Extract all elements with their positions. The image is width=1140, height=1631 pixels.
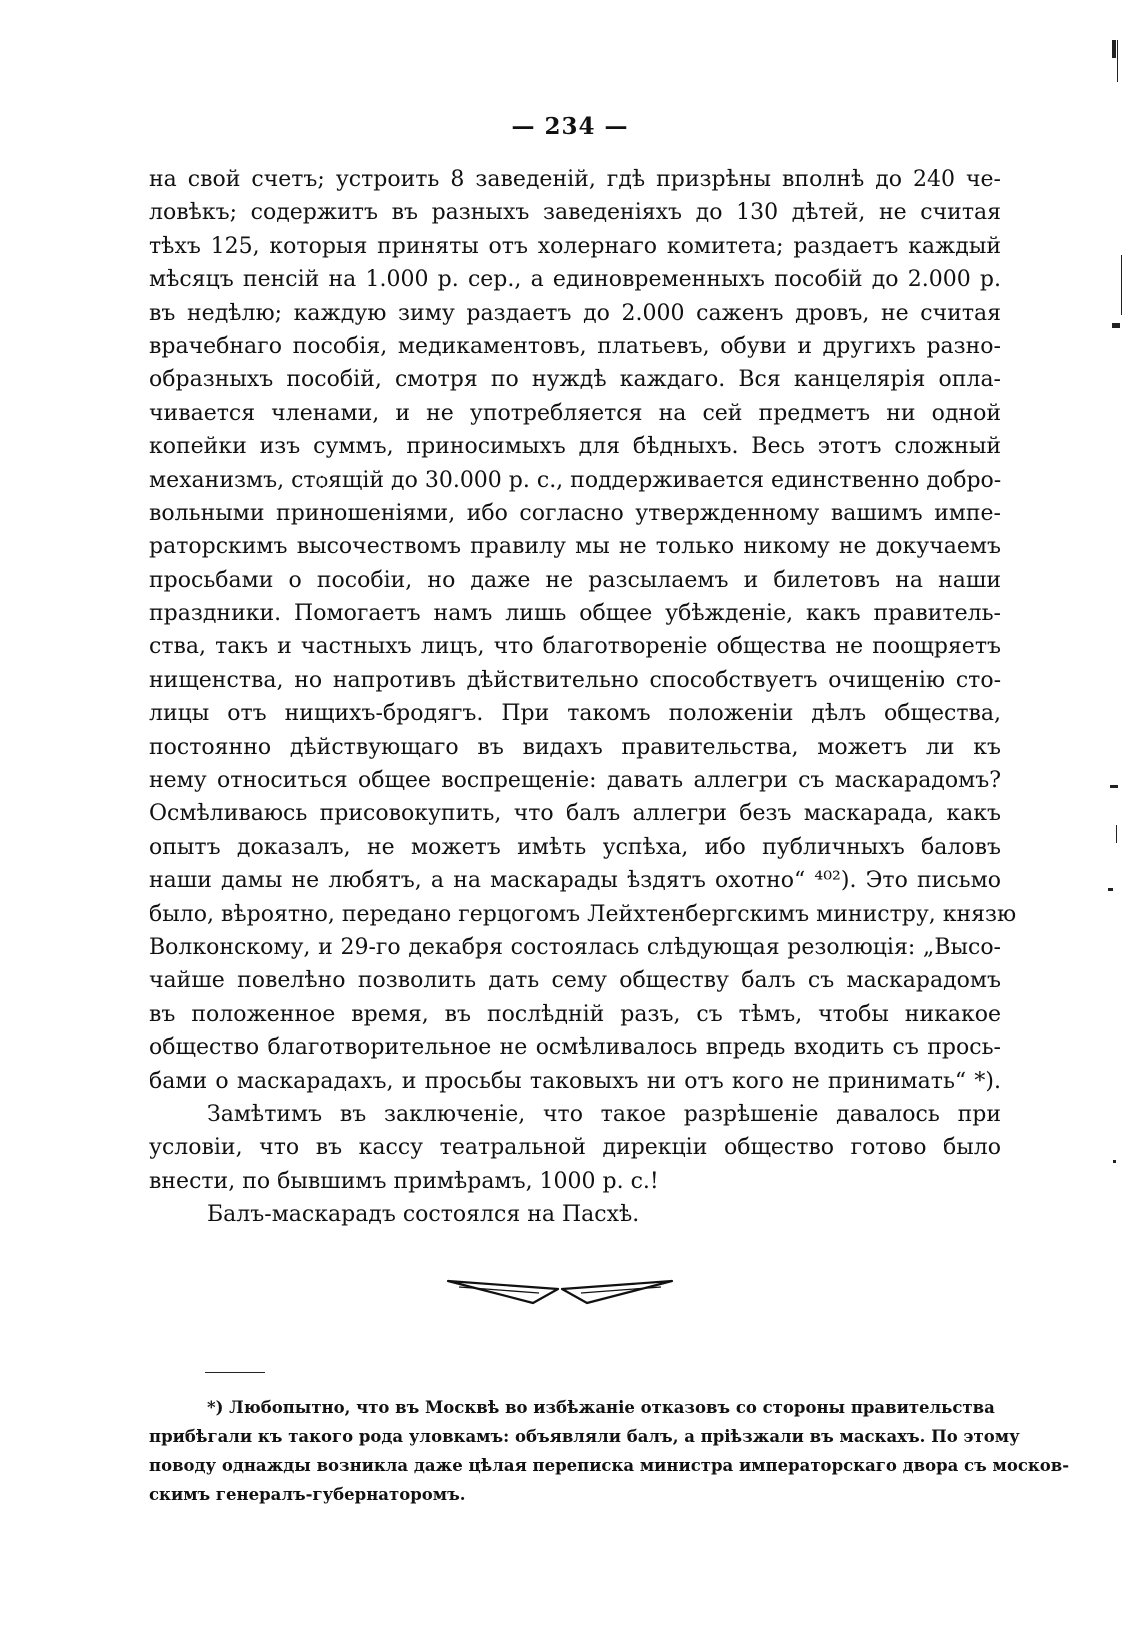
scan-mark [1112, 323, 1120, 328]
scan-mark [1116, 825, 1117, 843]
text-line: Волконскому, и 29-го декабря состоялась слѣдующая резолюція: „Высо- [149, 934, 1001, 960]
text-line: механизмъ, стѻящій до 30.000 р. с., поддерживается единственно добро- [149, 467, 1002, 493]
text-line: нему относиться общее воспрещеніе: давать аллегри съ маскарадомъ? [149, 768, 1001, 794]
paragraph-single-line: Балъ-маскарадъ состоялся на Пасхѣ. [207, 1202, 640, 1228]
text-line: бами о маскарадахъ, и просьбы таковыхъ ни отъ кого не принимать“ *). [149, 1068, 1001, 1094]
scan-mark [1121, 255, 1122, 315]
scan-mark [1110, 785, 1118, 788]
footnote-line: прибѣгали къ такого рода уловкамъ: объявляли балъ, а пріѣзжали въ маскахъ. По этому [149, 1427, 1020, 1446]
text-line: просьбами о пособіи, но даже не разсылаемъ и билетовъ на наши [149, 567, 1001, 593]
text-line: лицы отъ нищихъ-бродягъ. При такомъ положеніи дѣлъ общества, [149, 701, 1001, 727]
text-line: ства, такъ и частныхъ лицъ, что благотвореніе общества не поощряетъ [149, 634, 1001, 660]
text-line: чивается членами, и не употребляется на сей предметъ ни одной [149, 400, 1001, 426]
text-line: мѣсяцъ пенсій на 1.000 р. сер., а единовременныхъ пособій до 2.000 р. [149, 267, 1001, 293]
text-line: общество благотворительное не осмѣливалось впредь входить съ прось- [149, 1035, 1001, 1061]
text-line: наши дамы не любятъ, а на маскарады ѣздятъ охотно“ ⁴⁰²). Это письмо [149, 868, 1001, 894]
text-line: опытъ доказалъ, не можетъ имѣть успѣха, ибо публичныхъ баловъ [149, 834, 1001, 860]
scan-mark [1117, 40, 1118, 82]
text-line: нищенства, но напротивъ дѣйствительно способствуетъ очищенію сто- [149, 667, 1001, 693]
text-line: Осмѣливаюсь присовокупить, что балъ аллегри безъ маскарада, какъ [149, 801, 1001, 827]
text-line: постоянно дѣйствующаго въ видахъ правительства, можетъ ли къ [149, 734, 1001, 760]
scan-mark [1108, 888, 1113, 891]
text-line: на свой счетъ; устроить 8 заведеній, гдѣ призрѣны вполнѣ до 240 че- [149, 167, 1001, 192]
ornament-divider [445, 1273, 675, 1313]
main-text [149, 163, 1017, 1232]
text-line: въ недѣлю; каждую зиму раздаетъ до 2.000 саженъ дровъ, не считая [149, 300, 1001, 326]
text-line: вольными приношеніями, ибо согласно утвержденному вашимъ импе- [149, 500, 1001, 526]
text-line: врачебнаго пособія, медикаментовъ, платьевъ, обуви и другихъ разно- [149, 333, 1001, 359]
text-line: ловѣкъ; содержитъ въ разныхъ заведеніяхъ до 130 дѣтей, не считая [149, 200, 1001, 226]
footnote-line: *) Любопытно, что въ Москвѣ во избѣжаніе отказовъ со стороны правительства [207, 1398, 995, 1417]
footnote-rule [205, 1372, 265, 1373]
footnote-line: поводу однажды возникла даже цѣлая переписка министра императорскаго двора съ москов- [149, 1456, 1070, 1475]
text-line: раторскимъ высочествомъ правилу мы не только никому не докучаемъ [149, 534, 1001, 560]
text-line: чайше повелѣно позволить дать сему обществу балъ съ маскарадомъ [149, 968, 1001, 994]
paragraph-first-line: Замѣтимъ въ заключеніе, что такое разрѣшеніе давалось при [207, 1101, 1001, 1127]
footnote-line: скимъ генералъ-губернаторомъ. [149, 1485, 466, 1504]
paragraph-last-line: внести, по бывшимъ примѣрамъ, 1000 р. с.! [149, 1168, 659, 1194]
scan-mark [1112, 40, 1116, 58]
text-line: образныхъ пособій, смотря по нуждѣ каждаго. Вся канцелярія опла- [149, 367, 1001, 393]
footnotes [149, 1393, 1070, 1509]
text-line: въ положенное время, въ послѣдній разъ, съ тѣмъ, чтобы никакое [149, 1001, 1001, 1027]
text-line: копейки изъ суммъ, приносимыхъ для бѣдныхъ. Весь этотъ сложный [149, 434, 1001, 460]
text-line: тѣхъ 125, которыя приняты отъ холернаго комитета; раздаетъ каждый [149, 233, 1001, 259]
text-line: праздники. Помогаетъ намъ лишь общее убѣжденіе, какъ правитель- [149, 601, 1001, 627]
page-number: — 234 — [511, 113, 629, 140]
text-line: условіи, что въ кассу театральной дирекціи общество готово было [149, 1135, 1001, 1161]
scan-mark [1113, 1160, 1116, 1163]
text-line: было, вѣроятно, передано герцогомъ Лейхтенбергскимъ министру, князю [149, 901, 1017, 927]
